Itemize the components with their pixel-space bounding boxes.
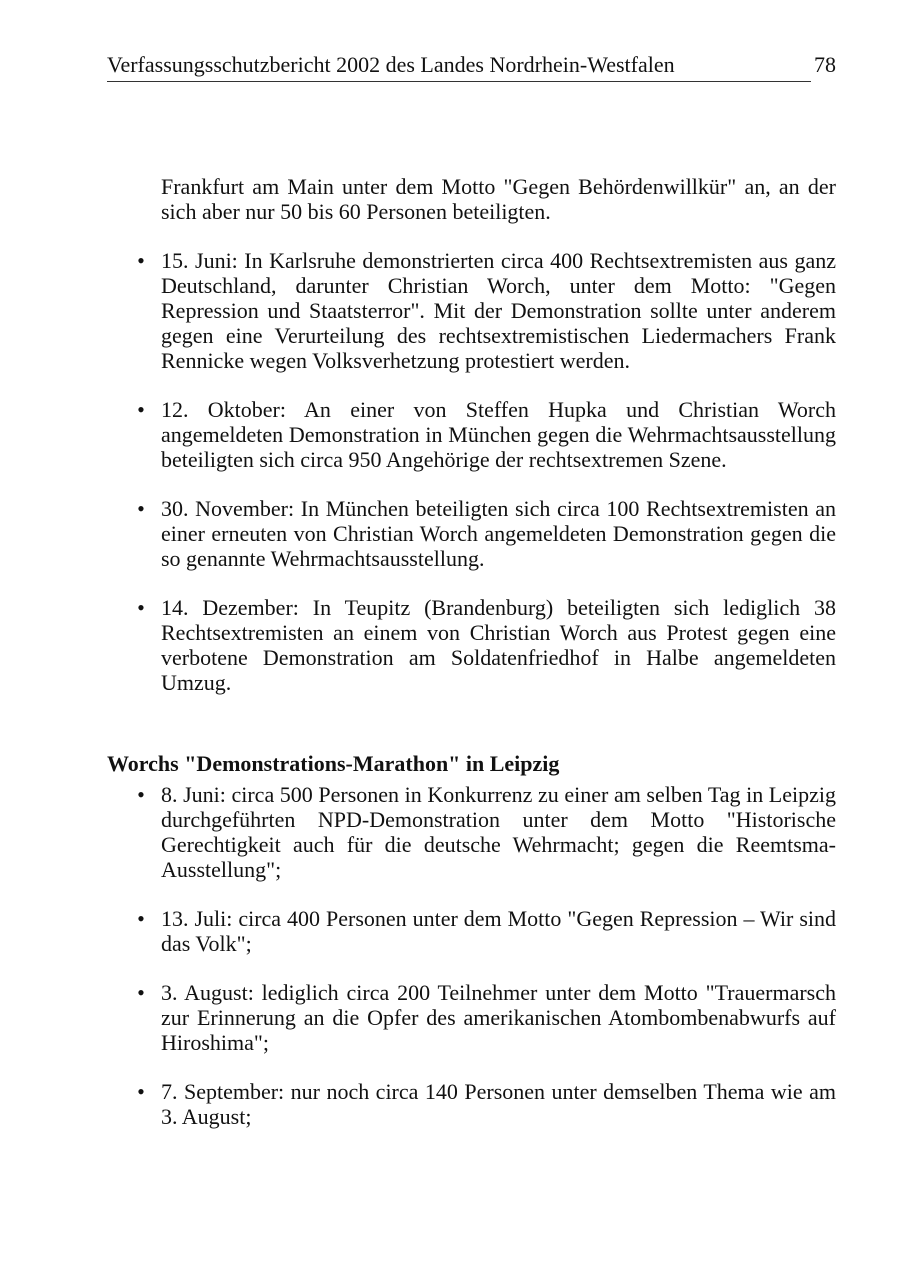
bullet-icon: • <box>137 248 145 273</box>
list-item <box>107 595 836 695</box>
bullet-icon: • <box>137 397 145 422</box>
page-header <box>107 50 836 84</box>
list-item-text: 13. Juli: circa 400 Personen unter dem Motto "Gegen Repression – Wir sind das Volk"; <box>161 906 836 956</box>
list-item-text: 8. Juni: circa 500 Personen in Konkurrenz zu einer am selben Tag in Leipzig durchgeführten NPD-Demonstration unter dem Motto "Historische Gerechtigkeit auch für die deutsche Wehrmacht; gegen die Reemtsma-Ausstellung"; <box>161 782 836 882</box>
bullet-icon: • <box>137 595 145 620</box>
page-number: 78 <box>814 52 836 77</box>
list-item-text: 12. Oktober: An einer von Steffen Hupka und Christian Worch angemeldeten Demonstration in München gegen die Wehrmachtsausstellung beteiligten sich circa 950 Angehörige der rechtsextremen Szene. <box>161 397 836 472</box>
list-item-text: 3. August: lediglich circa 200 Teilnehmer unter dem Motto "Trauermarsch zur Erinnerung an die Opfer des amerikanischen Atombombenabwurfs auf Hiroshima"; <box>161 980 836 1055</box>
list-item <box>107 906 836 956</box>
continuation-paragraph: Frankfurt am Main unter dem Motto "Gegen Behördenwillkür" an, an der sich aber nur 50 bis 60 Personen beteiligten. <box>161 174 836 224</box>
list-item <box>107 496 836 571</box>
list-item <box>107 248 836 373</box>
list-item-text: 14. Dezember: In Teupitz (Brandenburg) beteiligten sich lediglich 38 Rechtsextremisten an einem von Christian Worch aus Protest gegen eine verbotene Demonstration am Soldatenfriedhof in Halbe angemeldeten Umzug. <box>161 595 836 695</box>
document-body <box>107 174 836 1153</box>
bullet-icon: • <box>137 782 145 807</box>
bullet-icon: • <box>137 496 145 521</box>
list-item <box>107 782 836 882</box>
header-rule <box>107 81 811 82</box>
header-title: Verfassungsschutzbericht 2002 des Landes Nordrhein-Westfalen <box>107 52 675 77</box>
events-list <box>107 248 836 695</box>
list-item <box>107 1079 836 1129</box>
leipzig-events-list <box>107 782 836 1129</box>
bullet-icon: • <box>137 980 145 1005</box>
list-item <box>107 980 836 1055</box>
bullet-icon: • <box>137 906 145 931</box>
bullet-icon: • <box>137 1079 145 1104</box>
list-item-text: 7. September: nur noch circa 140 Personen unter demselben Thema wie am 3. August; <box>161 1079 836 1129</box>
list-item <box>107 397 836 472</box>
section-heading: Worchs "Demonstrations-Marathon" in Leipzig <box>107 751 560 776</box>
list-item-text: 30. November: In München beteiligten sich circa 100 Rechtsextremisten an einer erneuten von Christian Worch angemeldeten Demonstration gegen die so genannte Wehrmachtsausstellung. <box>161 496 836 571</box>
list-item-text: 15. Juni: In Karlsruhe demonstrierten circa 400 Rechtsextremisten aus ganz Deutschland, darunter Christian Worch, unter dem Motto: "Gegen Repression und Staatsterror". Mit der Demonstration sollte unter anderem gegen eine Verurteilung des rechtsextremistischen Liedermachers Frank Rennicke wegen Volksverhetzung protestiert werden. <box>161 248 836 373</box>
